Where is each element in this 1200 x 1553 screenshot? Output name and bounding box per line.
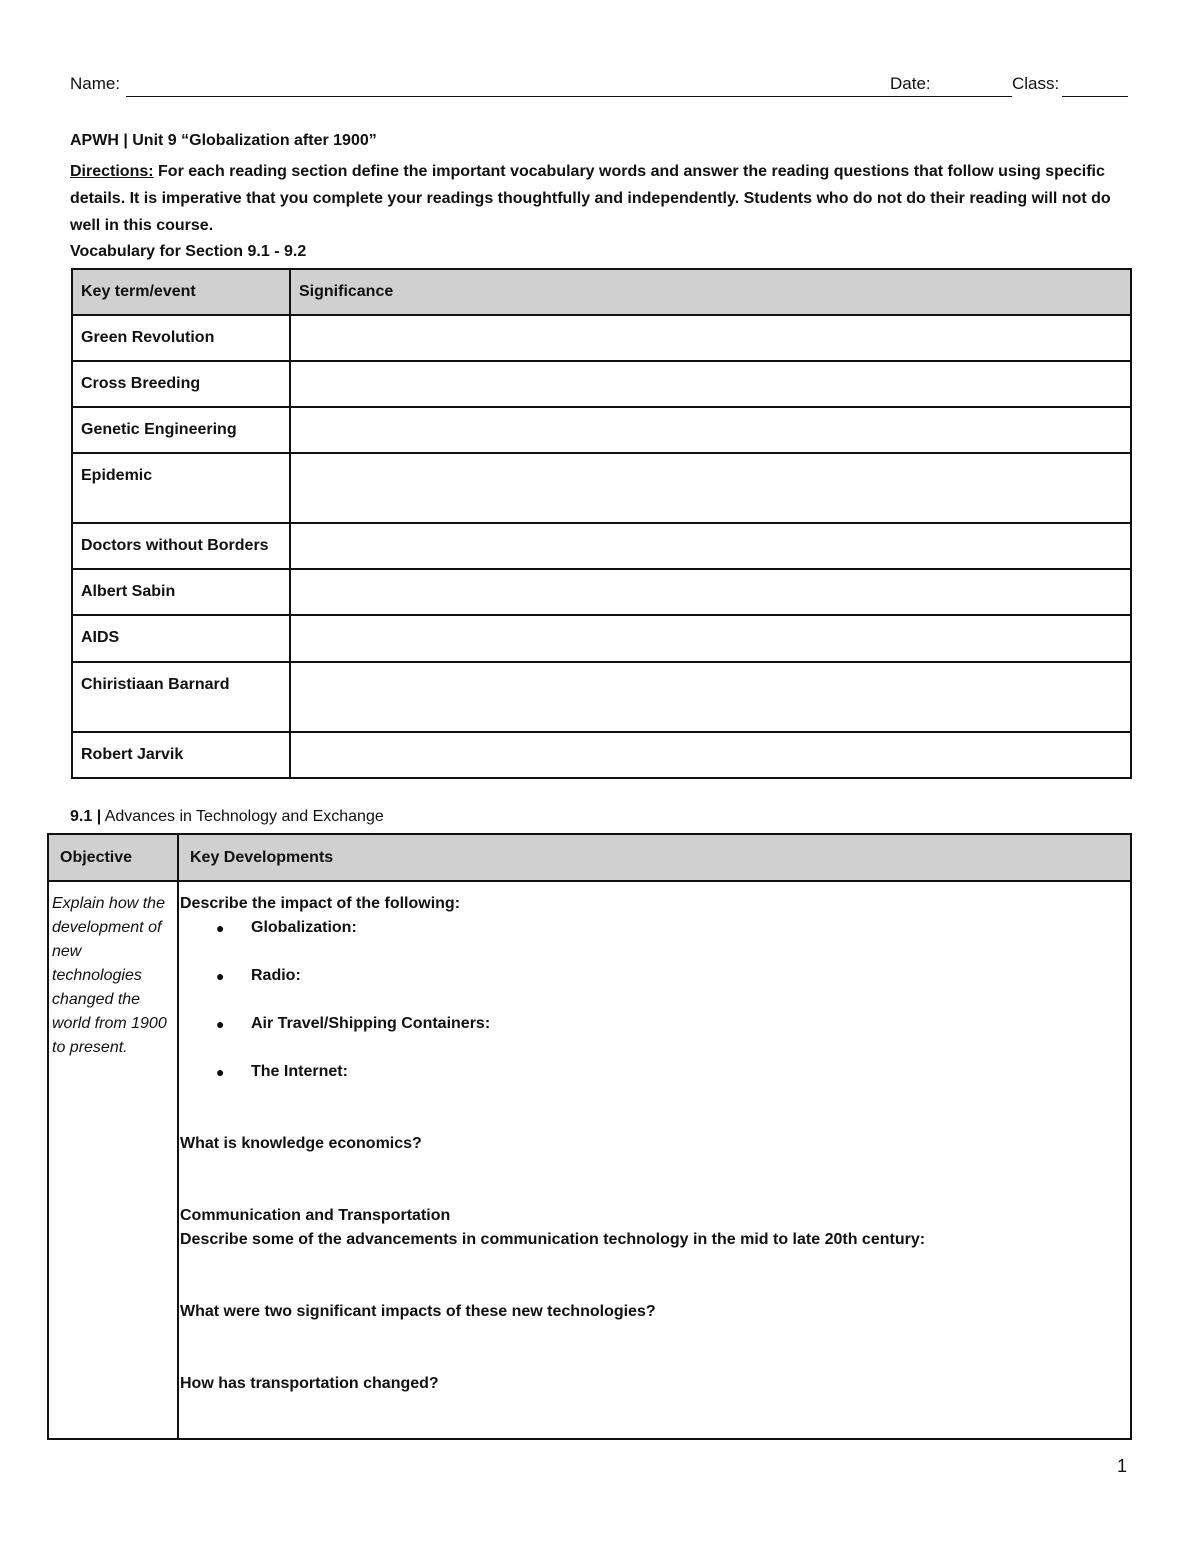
vocab-heading: Vocabulary for Section 9.1 - 9.2 — [70, 243, 307, 260]
bullet-icon: ● — [216, 920, 225, 936]
vocab-term: Genetic Engineering — [72, 407, 290, 453]
bullet-icon: ● — [216, 1064, 225, 1080]
vocab-term: AIDS — [72, 615, 290, 662]
significance-cell[interactable] — [290, 569, 1131, 615]
vocab-term: Epidemic — [72, 453, 290, 523]
list-item — [180, 1060, 1122, 1108]
list-item — [180, 1012, 1122, 1060]
list-item — [180, 964, 1122, 1012]
class-label: Class: — [1012, 74, 1060, 93]
significance-cell[interactable] — [290, 453, 1131, 523]
significance-cell[interactable] — [290, 662, 1131, 732]
section-heading — [70, 808, 384, 826]
col-key-term: Key term/event — [72, 269, 290, 315]
col-key-developments: Key Developments — [178, 834, 1131, 881]
date-label: Date: — [890, 74, 931, 93]
name-label: Name: — [70, 74, 121, 93]
section-number: 9.1 | — [70, 808, 102, 825]
significance-cell[interactable] — [290, 407, 1131, 453]
describe-intro: Describe the impact of the following: — [180, 895, 461, 912]
bullet-icon: ● — [216, 1016, 225, 1032]
col-significance: Significance — [290, 269, 1131, 315]
vocab-table — [71, 268, 1132, 779]
bullet-icon: ● — [216, 968, 225, 984]
vocab-term: Green Revolution — [72, 315, 290, 361]
question-impacts: What were two significant impacts of these new technologies? — [180, 1303, 656, 1320]
vocab-term: Robert Jarvik — [72, 732, 290, 778]
class-blank[interactable] — [1062, 96, 1128, 97]
question-communication: Describe some of the advancements in communication technology in the mid to late 20th century: — [180, 1231, 926, 1248]
significance-cell[interactable] — [290, 523, 1131, 569]
question-transportation: How has transportation changed? — [180, 1375, 439, 1392]
significance-cell[interactable] — [290, 361, 1131, 407]
bullet-text: Globalization: — [251, 919, 357, 936]
name-blank[interactable] — [126, 96, 958, 97]
directions — [70, 158, 1130, 239]
page-number: 1 — [1117, 1456, 1128, 1476]
vocab-term: Albert Sabin — [72, 569, 290, 615]
directions-text: For each reading section define the important vocabulary words and answer the reading questions that follow using specific details. It is imperative that you complete your readings thoughtfully and independently. Students who do not do their reading will not do well in this course. — [70, 163, 1111, 234]
objective-table — [47, 833, 1132, 1440]
bullet-text: The Internet: — [251, 1063, 348, 1080]
directions-label: Directions: — [70, 163, 154, 180]
significance-cell[interactable] — [290, 615, 1131, 662]
significance-cell[interactable] — [290, 315, 1131, 361]
objective-text: Explain how the development of new technologies changed the world from 1900 to present. — [48, 881, 178, 1439]
header-line — [70, 74, 1128, 100]
vocab-term: Cross Breeding — [72, 361, 290, 407]
col-objective: Objective — [48, 834, 178, 881]
key-developments-cell[interactable] — [178, 881, 1131, 1439]
comm-transport-heading: Communication and Transportation — [180, 1207, 451, 1224]
impact-list — [180, 916, 1122, 1108]
date-blank[interactable] — [937, 96, 1012, 97]
section-name: Advances in Technology and Exchange — [101, 808, 384, 825]
vocab-term: Chiristiaan Barnard — [72, 662, 290, 732]
document-title: APWH | Unit 9 “Globalization after 1900” — [70, 132, 377, 149]
significance-cell[interactable] — [290, 732, 1131, 778]
list-item — [180, 916, 1122, 964]
bullet-text: Air Travel/Shipping Containers: — [251, 1015, 491, 1032]
vocab-term: Doctors without Borders — [72, 523, 290, 569]
question-knowledge-economics: What is knowledge economics? — [180, 1135, 422, 1152]
bullet-text: Radio: — [251, 967, 301, 984]
